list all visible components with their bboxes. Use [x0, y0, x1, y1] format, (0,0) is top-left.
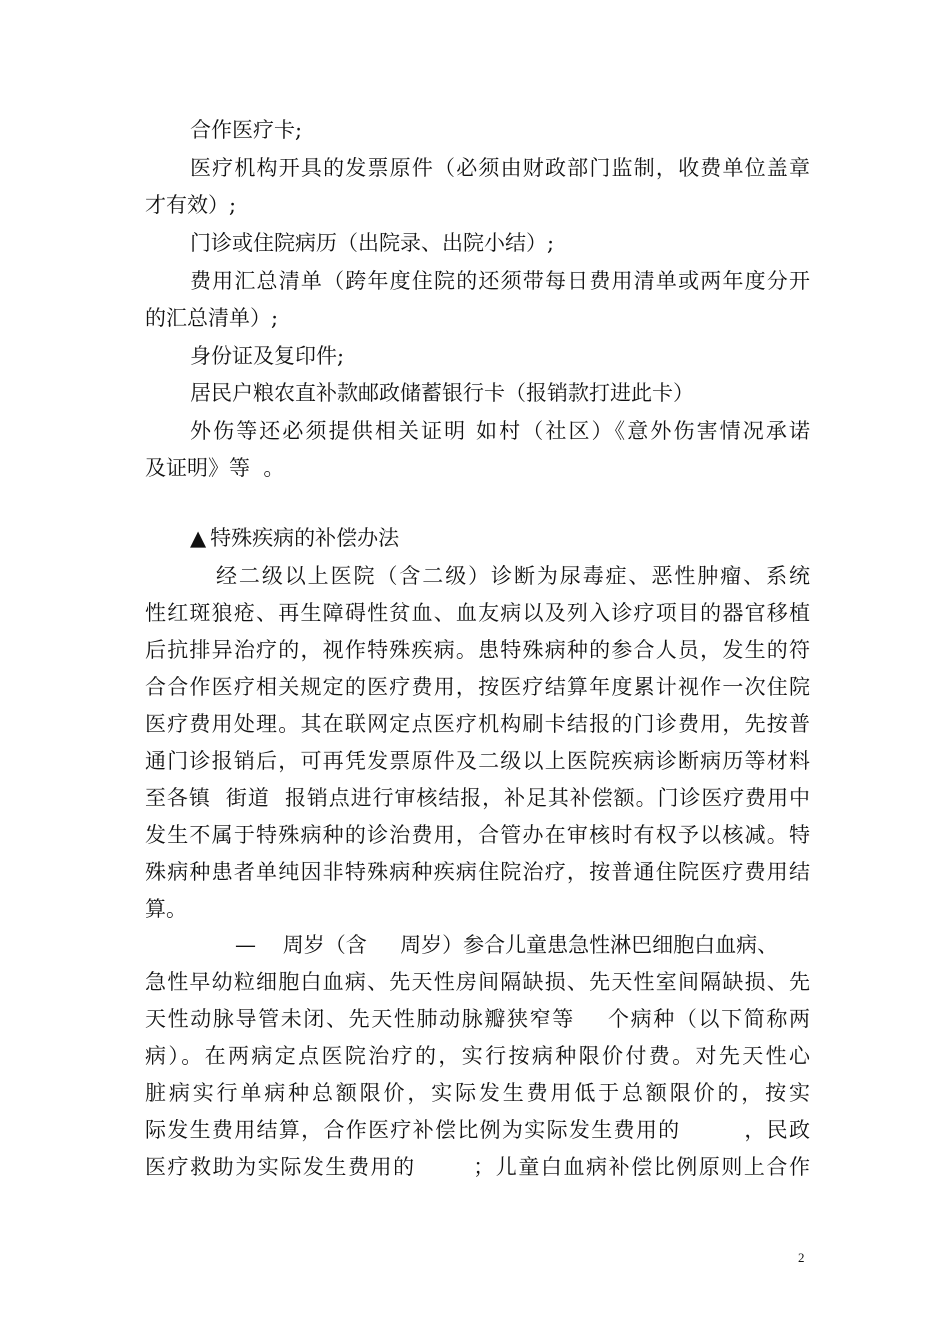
paragraph-line: 性红斑狼疮、再生障碍性贫血、血友病以及列入诊疗项目的器官移植	[145, 601, 810, 625]
page-number: 2	[798, 1250, 805, 1265]
section-title-rest: 的补偿办法	[294, 526, 400, 550]
paragraph-line: 至各镇 街道 报销点进行审核结报，补足其补偿额。门诊医疗费用中	[145, 786, 810, 810]
paragraph-line: 天性动脉导管未闭、先天性肺动脉瓣狭窄等 个病种（以下简称两	[145, 1007, 810, 1031]
list-item-injury-proof: 外伤等还必须提供相关证明 如村（社区）《意外伤害情况承诺	[190, 419, 810, 443]
list-item-injury-proof-cont: 及证明》等 。	[145, 456, 285, 480]
list-item-medical-record: 门诊或住院病历（出院录、出院小结）;	[190, 231, 555, 255]
paragraph-line: 发生不属于特殊病种的诊治费用，合管办在审核时有权予以核减。特	[145, 823, 810, 847]
section-title-bold: 特殊疾病	[210, 526, 295, 550]
list-item-id-card: 身份证及复印件;	[190, 344, 345, 368]
list-item-bank-card: 居民户粮农直补款邮政储蓄银行卡（报销款打进此卡）	[190, 381, 694, 405]
paragraph-line: — 周岁（含 周岁）参合儿童患急性淋巴细胞白血病、	[235, 933, 779, 957]
paragraph-line: 算。	[145, 897, 187, 921]
paragraph-line: 医疗救助为实际发生费用的 ；儿童白血病补偿比例原则上合作	[145, 1155, 810, 1179]
paragraph-line: 合合作医疗相关规定的医疗费用，按医疗结算年度累计视作一次住院	[145, 675, 810, 699]
triangle-marker-icon: ▲	[190, 526, 207, 550]
paragraph-line: 脏病实行单病种总额限价，实际发生费用低于总额限价的，按实	[145, 1081, 810, 1105]
paragraph-line: 急性早幼粒细胞白血病、先天性房间隔缺损、先天性室间隔缺损、先	[145, 970, 810, 994]
paragraph-line: 经二级以上医院（含二级）诊断为尿毒症、恶性肿瘤、系统	[216, 564, 810, 588]
list-item-expense-summary-cont: 的汇总清单）;	[145, 306, 279, 330]
list-item-expense-summary: 费用汇总清单（跨年度住院的还须带每日费用清单或两年度分开	[190, 269, 810, 293]
list-item-invoice: 医疗机构开具的发票原件（必须由财政部门监制，收费单位盖章	[190, 156, 810, 180]
section-heading	[190, 525, 590, 551]
list-item-invoice-cont: 才有效）;	[145, 193, 237, 217]
paragraph-line: 后抗排异治疗的，视作特殊疾病。患特殊病种的参合人员，发生的符	[145, 638, 810, 662]
paragraph-line: 病）。在两病定点医院治疗的，实行按病种限价付费。对先天性心	[145, 1044, 810, 1068]
paragraph-line: 际发生费用结算，合作医疗补偿比例为实际发生费用的 ，民政	[145, 1118, 810, 1142]
paragraph-line: 医疗费用处理。其在联网定点医疗机构刷卡结报的门诊费用，先按普	[145, 712, 810, 736]
paragraph-line: 通门诊报销后，可再凭发票原件及二级以上医院疾病诊断病历等材料	[145, 749, 810, 773]
list-item-cooperative-card: 合作医疗卡;	[190, 118, 303, 142]
paragraph-line: 殊病种患者单纯因非特殊病种疾病住院治疗，按普通住院医疗费用结	[145, 860, 810, 884]
